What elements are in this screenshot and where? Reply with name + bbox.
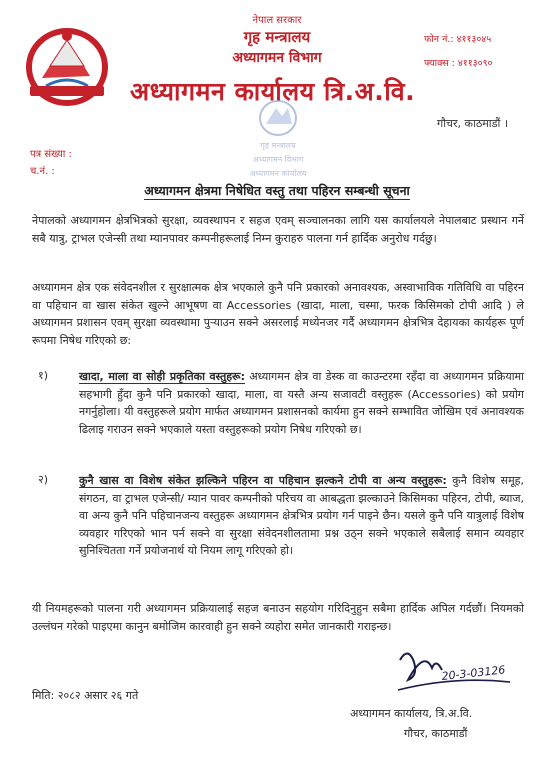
- fax-number: फ्याक्स : ४११३०९०: [424, 58, 493, 69]
- restriction-paragraph: अध्यागमन क्षेत्र एक संवेदनशील र सुरक्षात्मक क्षेत्र भएकाले कुनै पनि प्रकारको अनावश्यक, अस्वाभाविक गतिविधि वा पहिरन वा पहिचान वा खास संकेत खुल्ने आभूषण वा Accessories (खादा, माला, चस्मा, फरक किसिमको टोपी आदि ) ले अध्यागमन प्रशासन एवम् सुरक्षा व्यवस्थामा पुऱ्याउन सक्ने असरलाई मध्येनजर गर्दै अध्यागमन क्षेत्रभित्र देहायका कार्यहरू पूर्ण रूपमा निषेध गरिएको छ:: [32, 281, 524, 347]
- dispatch-number-label: च.नं. :: [30, 166, 55, 177]
- department-label: अध्यागमन विभाग: [232, 50, 322, 66]
- item-heading: खादा, माला वा सोही प्रकृतिका वस्तुहरू:: [79, 370, 245, 383]
- item-text: [79, 472, 524, 560]
- office-stamp: [232, 96, 324, 194]
- intro-paragraph: नेपालको अध्यागमन क्षेत्रभित्रको सुरक्षा, व्यवस्थापन र सहज एवम् सञ्चालनका लागि यस कार्यालयले नेपालबाट प्रस्थान गर्ने सबै यात्रु, ट्राभल एजेन्सी तथा म्यानपावर कम्पनीहरूलाई निम्न कुराहरु पालना गर्न हार्दिक अनुरोध गर्दछु।: [32, 214, 524, 245]
- government-label: नेपाल सरकार: [252, 15, 302, 26]
- ministry-label: गृह मन्त्रालय: [243, 28, 311, 46]
- phone-number: फोन नं.: ४११३०४५: [424, 34, 492, 45]
- closing-paragraph: यी नियमहरूको पालना गरी अध्यागमन प्रक्रियालाई सहज बनाउन सहयोग गरिदिनुहुन सबैमा हार्दिक अपिल गर्दछौं। नियमको उल्लंघन गरेको पाइएमा कानुन बमोजिम कारवाही हुन सक्ने व्यहोरा समेत जानकारी गराइन्छ।: [32, 602, 524, 633]
- item-body: अध्यागमन क्षेत्र वा डेस्क वा काउन्टरमा रहँदा वा अध्यागमन प्रक्रियामा सहभागी हुँदा कुनै पनि प्रकारको खादा, माला, वा यस्तै अन्य सजावटी वस्तुहरू (Accessories) को प्रयोग नगर्नुहोला। यी वस्तुहरूले प्रयोग मार्फत अध्यागमन प्रशासनको कार्यमा हुन सक्ने सम्भावित जोखिम एवं अनावश्यक ढिलाइ गराउन सक्ने भएकाले यस्ता वस्तुहरूको प्रयोग निषेध गरिएको छ।: [79, 370, 524, 436]
- item-number: १): [38, 369, 49, 382]
- signature: [394, 640, 514, 700]
- item-heading: कुनै खास वा विशेष संकेत झल्किने पहिरन वा पहिचान झल्कने टोपी वा अन्य वस्तुहरू:: [79, 474, 447, 487]
- stamp-line-2: अध्यागमन विभाग: [252, 155, 304, 164]
- office-title: अध्यागमन कार्यालय त्रि.अ.वि.: [130, 77, 416, 106]
- notice-date: मिति: २०८२ असार २६ गते: [32, 689, 139, 702]
- office-address: गौचर, काठमाडौं ।: [437, 117, 509, 130]
- item-number: २): [38, 473, 49, 486]
- item-text: [79, 368, 524, 438]
- stamp-line-3: अध्यागमन कार्यालय: [249, 169, 307, 178]
- signatory-address: गौचर, काठमाडौं: [404, 727, 468, 740]
- item-body: कुनै विशेष समूह, संगठन, वा ट्राभल एजेन्सी/ म्यान पावर कम्पनीको परिचय वा आबद्धता झल्काउने किसिमका पहिरन, टोपी, ब्याज, वा अन्य कुनै पनि पहिचानजन्य वस्तुहरू अध्यागमन क्षेत्रभित्र प्रयोग गर्न पाइने छैन। यसले कुनै पनि यात्रुलाई विशेष व्यवहार गरिएको भान पर्न सक्ने वा सुरक्षा संवेदनशीलतामा प्रश्न उठ्न सक्ने भएकाले सबैलाई समान व्यवहार सुनिश्चितता गर्ने प्रयोजनार्थ यो नियम लागू गरिएको हो।: [79, 474, 524, 557]
- notice-title: [0, 182, 554, 199]
- letter-number-label: पत्र संख्या :: [30, 149, 72, 160]
- signatory-office: अध्यागमन कार्यालय, त्रि.अ.वि.: [350, 707, 473, 720]
- notice-title-text: अध्यागमन क्षेत्रमा निषेधित वस्तु तथा पहिरन सम्बन्धी सूचना: [144, 183, 410, 198]
- signature-date: 20-3-03126: [440, 663, 506, 683]
- stamp-line-1: गृह मन्त्रालय: [260, 141, 296, 150]
